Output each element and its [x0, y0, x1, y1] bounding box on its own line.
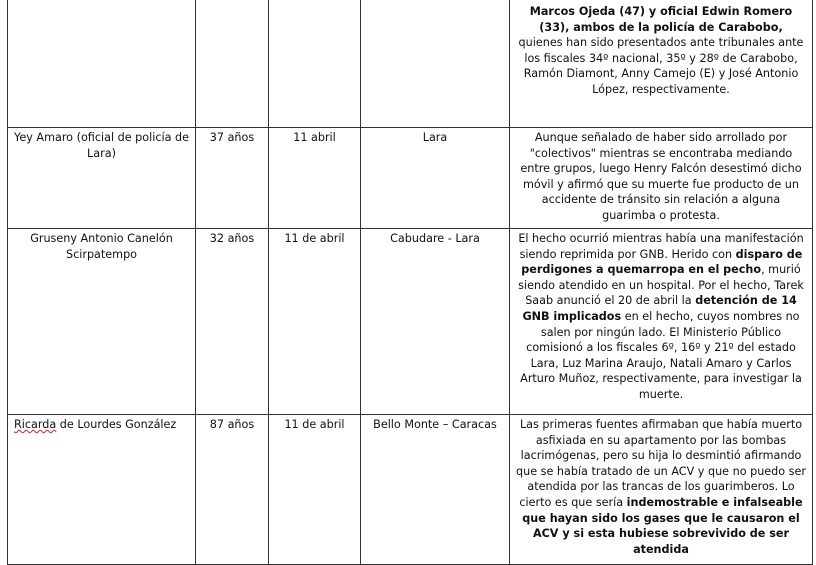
place-cell: Lara: [361, 128, 510, 229]
table-row: [8, 229, 813, 415]
age-cell: 87 años: [196, 415, 269, 565]
victims-table: [7, 0, 813, 565]
age-cell: 37 años: [196, 128, 269, 229]
place-cell: Bello Monte – Caracas: [361, 415, 510, 565]
description-cell: [510, 0, 813, 128]
description-text: en el hecho, cuyos nombres no salen por ningún lado. El Ministerio Público comisionó a los fiscales 6º, 16º y 21º del estado Lara, Luz Marina Araujo, Natali Amaro y Carlos Arturo Muñoz, respectivamente, para investigar la muerte.: [520, 309, 802, 401]
description-text: Aunque señalado de haber sido arrollado por "colectivos" mientras se encontraba mediando entre grupos, luego Henry Falcón desestimó dicho móvil y afirmó que su muerte fue producto de un accidente de tránsito sin relación a alguna guarimba o protesta.: [520, 131, 802, 222]
table-row: [8, 415, 813, 565]
spellcheck-flagged-word: Ricarda: [14, 418, 57, 431]
name-cell: Yey Amaro (oficial de policía de Lara): [8, 128, 196, 229]
name-cell: [8, 415, 196, 565]
place-cell: Cabudare - Lara: [361, 229, 510, 415]
name-cell: [8, 0, 196, 128]
description-text-bold: Marcos Ojeda (47) y oficial Edwin Romero (33), ambos de la policía de Carabobo,: [529, 5, 793, 34]
name-cell: Gruseny Antonio Canelón Scirpatempo: [8, 229, 196, 415]
date-cell: 11 abril: [269, 128, 361, 229]
description-text-bold: disparo de perdigones a quemarropa en el pecho: [521, 247, 803, 277]
name-text: de Lourdes González: [56, 418, 177, 431]
description-text: Las primeras fuentes afirmaban que había muerto asfixiada en su apartamento por las bombas lacrimógenas, pero su hija lo desmintió afirmando que se había tratado de un ACV y que no puedo ser atendida por las trancas de los guarimberos. Lo cierto es que sería: [516, 418, 806, 509]
date-cell: 11 de abril: [269, 415, 361, 565]
date-cell: [269, 0, 361, 128]
place-cell: [361, 0, 510, 128]
age-cell: 32 años: [196, 229, 269, 415]
age-cell: [196, 0, 269, 128]
description-text: El hecho ocurrió mientras había una manifestación siendo reprimida por GNB. Herido con: [518, 232, 804, 261]
description-text-bold: detención de 14 GNB implicados: [522, 294, 797, 323]
table-row: [8, 128, 813, 229]
description-text: quienes han sido presentados ante tribunales ante los fiscales 34º nacional, 35º y 28º de Carabobo, Ramón Diamont, Anny Camejo (E) y José Antonio López, respectivamente.: [518, 36, 804, 96]
description-cell: [510, 128, 813, 229]
description-text: , murió siendo atendido en un hospital. Por el hecho, Tarek Saab anunció el 20 de abril la: [518, 263, 804, 308]
description-text-bold: indemostrable e infalseable que hayan sido los gases que le causaron el ACV y si esta hubiese sobrevivido de ser atendida: [522, 495, 803, 556]
table-row: [8, 0, 813, 128]
description-cell: [510, 415, 813, 565]
description-cell: [510, 229, 813, 415]
date-cell: 11 de abril: [269, 229, 361, 415]
